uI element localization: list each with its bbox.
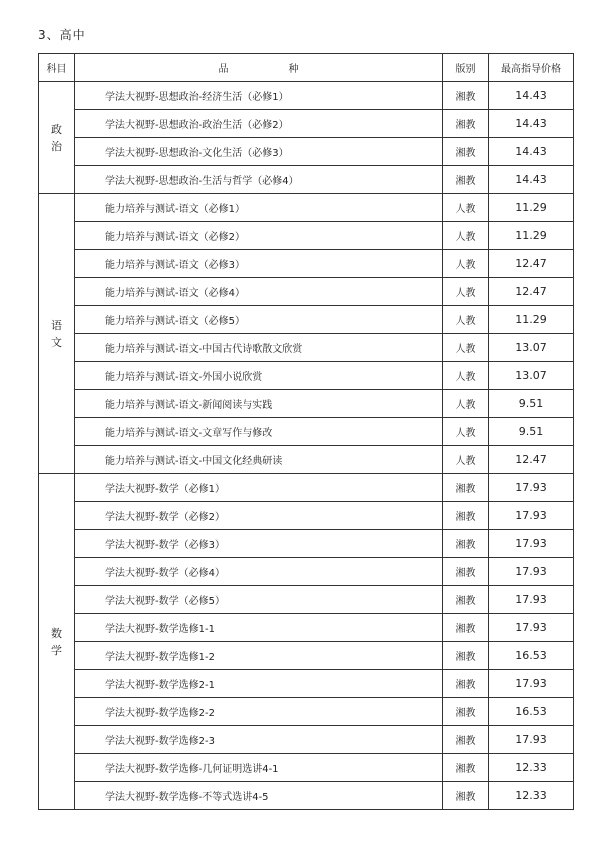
subject-cell	[39, 474, 75, 810]
edition-cell: 湘教	[443, 530, 489, 558]
subject-cell	[39, 82, 75, 194]
edition-cell: 湘教	[443, 110, 489, 138]
table-row	[39, 250, 574, 278]
header-subject: 科目	[39, 54, 75, 82]
header-price: 最高指导价格	[489, 54, 574, 82]
edition-cell: 人教	[443, 278, 489, 306]
price-cell: 17.93	[489, 726, 574, 754]
table-row	[39, 754, 574, 782]
variety-cell: 能力培养与测试-语文-外国小说欣赏	[75, 362, 443, 390]
edition-cell: 人教	[443, 334, 489, 362]
price-cell: 17.93	[489, 586, 574, 614]
header-variety	[75, 54, 443, 82]
edition-cell: 湘教	[443, 586, 489, 614]
edition-cell: 湘教	[443, 82, 489, 110]
price-cell: 9.51	[489, 390, 574, 418]
price-cell: 13.07	[489, 362, 574, 390]
table-row	[39, 194, 574, 222]
table-row	[39, 390, 574, 418]
subject-char: 政	[51, 122, 62, 136]
edition-cell: 湘教	[443, 474, 489, 502]
table-row	[39, 82, 574, 110]
edition-cell: 湘教	[443, 754, 489, 782]
table-row	[39, 670, 574, 698]
price-cell: 17.93	[489, 474, 574, 502]
table-row	[39, 138, 574, 166]
table-row	[39, 306, 574, 334]
table-header	[39, 54, 574, 82]
price-cell: 12.33	[489, 782, 574, 810]
variety-cell: 学法大视野-思想政治-生活与哲学（必修4）	[75, 166, 443, 194]
price-cell: 13.07	[489, 334, 574, 362]
price-cell: 17.93	[489, 530, 574, 558]
edition-cell: 湘教	[443, 138, 489, 166]
price-cell: 14.43	[489, 138, 574, 166]
price-cell: 12.47	[489, 446, 574, 474]
price-cell: 14.43	[489, 110, 574, 138]
variety-cell: 学法大视野-思想政治-经济生活（必修1）	[75, 82, 443, 110]
price-cell: 9.51	[489, 418, 574, 446]
table-row	[39, 726, 574, 754]
variety-cell: 能力培养与测试-语文（必修4）	[75, 278, 443, 306]
price-cell: 17.93	[489, 614, 574, 642]
price-cell: 17.93	[489, 670, 574, 698]
variety-cell: 学法大视野-数学（必修5）	[75, 586, 443, 614]
price-cell: 14.43	[489, 82, 574, 110]
price-cell: 16.53	[489, 698, 574, 726]
variety-cell: 学法大视野-数学选修-几何证明选讲4-1	[75, 754, 443, 782]
variety-cell: 能力培养与测试-语文-中国文化经典研读	[75, 446, 443, 474]
edition-cell: 湘教	[443, 726, 489, 754]
table-row	[39, 446, 574, 474]
subject-cell	[39, 194, 75, 474]
header-variety-right: 种	[288, 64, 299, 75]
variety-cell: 学法大视野-思想政治-文化生活（必修3）	[75, 138, 443, 166]
variety-cell: 能力培养与测试-语文-中国古代诗歌散文欣赏	[75, 334, 443, 362]
edition-cell: 人教	[443, 446, 489, 474]
price-cell: 11.29	[489, 222, 574, 250]
subject-char: 学	[51, 643, 62, 657]
edition-cell: 人教	[443, 390, 489, 418]
price-cell: 17.93	[489, 502, 574, 530]
variety-cell: 能力培养与测试-语文（必修3）	[75, 250, 443, 278]
table-row	[39, 782, 574, 810]
variety-cell: 学法大视野-数学（必修3）	[75, 530, 443, 558]
table-row	[39, 362, 574, 390]
edition-cell: 湘教	[443, 698, 489, 726]
table-row	[39, 166, 574, 194]
table-body	[39, 82, 574, 810]
edition-cell: 人教	[443, 306, 489, 334]
variety-cell: 学法大视野-数学选修-不等式选讲4-5	[75, 782, 443, 810]
price-cell: 12.33	[489, 754, 574, 782]
variety-cell: 能力培养与测试-语文（必修1）	[75, 194, 443, 222]
variety-cell: 学法大视野-数学（必修4）	[75, 558, 443, 586]
price-cell: 12.47	[489, 278, 574, 306]
price-cell: 11.29	[489, 306, 574, 334]
table-row	[39, 334, 574, 362]
price-cell: 17.93	[489, 558, 574, 586]
variety-cell: 学法大视野-数学选修2-1	[75, 670, 443, 698]
subject-char: 数	[51, 626, 62, 640]
edition-cell: 人教	[443, 194, 489, 222]
variety-cell: 学法大视野-思想政治-政治生活（必修2）	[75, 110, 443, 138]
header-variety-left: 品	[218, 64, 229, 75]
edition-cell: 湘教	[443, 166, 489, 194]
edition-cell: 湘教	[443, 614, 489, 642]
price-cell: 12.47	[489, 250, 574, 278]
variety-cell: 能力培养与测试-语文-新闻阅读与实践	[75, 390, 443, 418]
header-row	[39, 54, 574, 82]
table-row	[39, 642, 574, 670]
edition-cell: 湘教	[443, 502, 489, 530]
table-row	[39, 614, 574, 642]
table-row	[39, 222, 574, 250]
table-row	[39, 530, 574, 558]
variety-cell: 能力培养与测试-语文（必修5）	[75, 306, 443, 334]
table-row	[39, 278, 574, 306]
table-row	[39, 586, 574, 614]
edition-cell: 人教	[443, 362, 489, 390]
table-row	[39, 418, 574, 446]
header-edition: 版别	[443, 54, 489, 82]
table-row	[39, 698, 574, 726]
table-row	[39, 474, 574, 502]
table-row	[39, 110, 574, 138]
edition-cell: 人教	[443, 418, 489, 446]
edition-cell: 湘教	[443, 670, 489, 698]
subject-char: 语	[51, 318, 62, 332]
edition-cell: 湘教	[443, 782, 489, 810]
variety-cell: 学法大视野-数学（必修1）	[75, 474, 443, 502]
variety-cell: 学法大视野-数学选修2-3	[75, 726, 443, 754]
section-heading: 3、高中	[38, 28, 86, 42]
variety-cell: 学法大视野-数学选修1-1	[75, 614, 443, 642]
price-table	[38, 53, 574, 810]
table-row	[39, 502, 574, 530]
subject-char: 文	[51, 335, 62, 349]
variety-cell: 学法大视野-数学选修1-2	[75, 642, 443, 670]
edition-cell: 人教	[443, 250, 489, 278]
subject-char: 治	[51, 139, 62, 153]
variety-cell: 学法大视野-数学选修2-2	[75, 698, 443, 726]
price-cell: 14.43	[489, 166, 574, 194]
variety-cell: 能力培养与测试-语文（必修2）	[75, 222, 443, 250]
table-row	[39, 558, 574, 586]
edition-cell: 湘教	[443, 642, 489, 670]
price-cell: 16.53	[489, 642, 574, 670]
variety-cell: 学法大视野-数学（必修2）	[75, 502, 443, 530]
variety-cell: 能力培养与测试-语文-文章写作与修改	[75, 418, 443, 446]
edition-cell: 人教	[443, 222, 489, 250]
edition-cell: 湘教	[443, 558, 489, 586]
price-cell: 11.29	[489, 194, 574, 222]
